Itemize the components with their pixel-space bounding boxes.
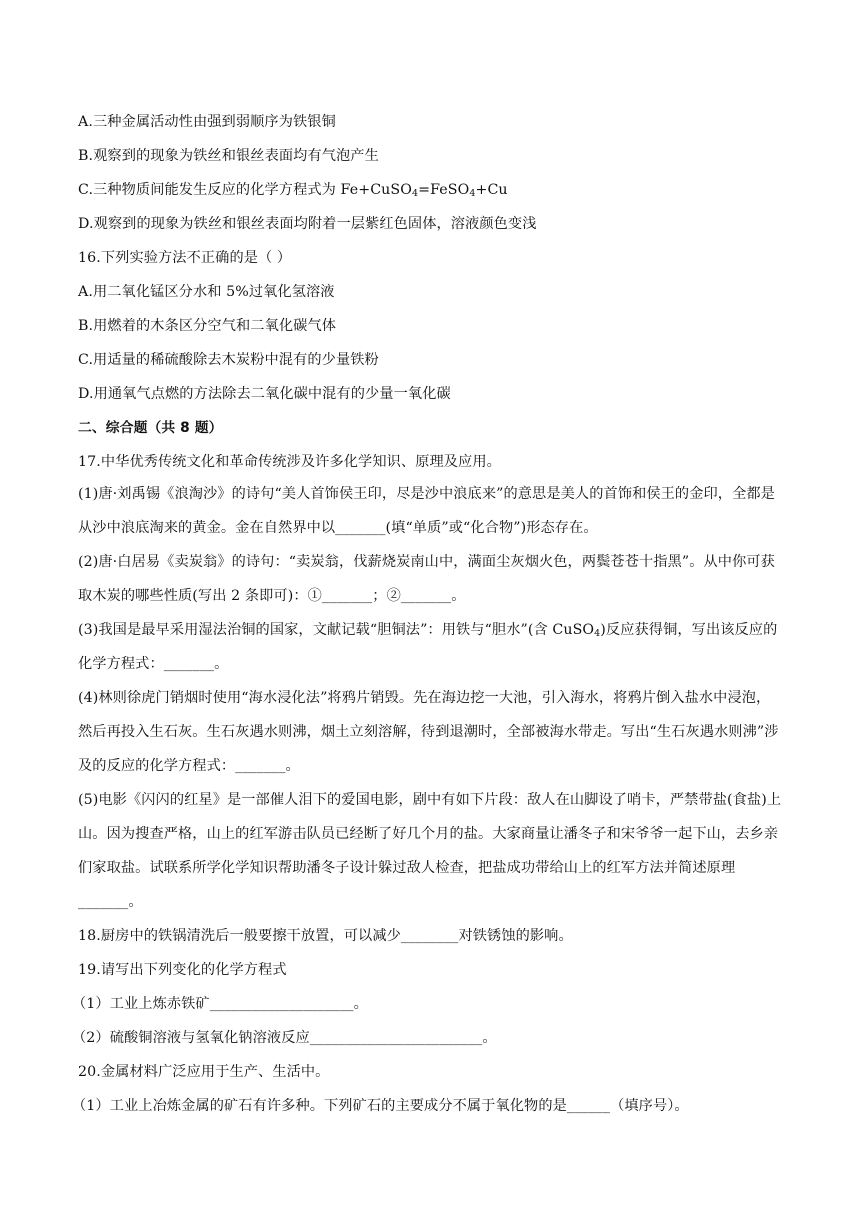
q15-option-c-suffix: +Cu [475, 182, 508, 198]
q15-option-d: D.观察到的现象为铁丝和银丝表面均附着一层紫红色固体，溶液颜色变浅 [78, 216, 537, 232]
q16-option-c: C.用适量的稀硫酸除去木炭粉中混有的少量铁粉 [78, 352, 379, 368]
q18-stem: 18.厨房中的铁锅清洗后一般要擦干放置，可以减少________对铁锈蚀的影响。 [78, 928, 573, 944]
q16-option-a: A.用二氧化锰区分水和 5%过氧化氢溶液 [78, 284, 335, 300]
section-title: 二、综合题（共 8 题） [78, 420, 223, 436]
q15-option-b: B.观察到的现象为铁丝和银丝表面均有气泡产生 [78, 148, 379, 164]
q17-part-5: (5)电影《闪闪的红星》是一部催人泪下的爱国电影，剧中有如下片段：敌人在山脚设了哨卡，严禁带盐(食盐)上山。因为搜查严格，山上的红军游击队员已经断了好几个月的盐。大家商量让潘冬子和宋爷爷一起下山，去乡亲们家取盐。试联系所学化学知识帮助潘冬子设计躲过敌人检查，把盐成功带给山上的红军方法并简述原理_______。 [78, 792, 782, 910]
q15-option-c-sub2: 4 [469, 188, 476, 199]
q17-part-4: (4)林则徐虎门销烟时使用“海水浸化法”将鸦片销毁。先在海边挖一大池，引入海水，将鸦片倒入盐水中浸泡，然后再投入生石灰。生石灰遇水则沸，烟土立刻溶解，待到退潮时，全部被海水带走。写出“生石灰遇水则沸”涉及的反应的化学方程式：_______。 [78, 690, 779, 774]
q15-option-c [78, 180, 784, 200]
q17-part-2: (2)唐·白居易《卖炭翁》的诗句：“卖炭翁，伐薪烧炭南山中，满面尘灰烟火色，两鬓苍苍十指黑”。从中你可获取木炭的哪些性质(写出 2 条即可)：①_______；②_______。 [78, 554, 775, 604]
q15-option-c-prefix: C.三种物质间能发生反应的化学方程式为 Fe+CuSO [78, 182, 412, 198]
q15-option-c-mid: =FeSO [418, 182, 470, 198]
q17-part-3-b: )反应获得铜，写出该反应的化学方程式：_______。 [78, 622, 778, 672]
q19-stem: 19.请写出下列变化的化学方程式 [78, 962, 287, 978]
q16-stem: 16.下列实验方法不正确的是（ ） [78, 250, 292, 266]
q17-stem: 17.中华优秀传统文化和革命传统涉及许多化学知识、原理及应用。 [78, 454, 501, 470]
q17-part-1: (1)唐·刘禹锡《浪淘沙》的诗句“美人首饰侯王印，尽是沙中浪底来”的意思是美人的首饰和侯王的金印，全都是从沙中浪底淘来的黄金。金在自然界中以_______(填“单质”或“化合物”)形态存在。 [78, 486, 775, 536]
q15-option-c-sub1: 4 [411, 188, 419, 199]
q16-option-d: D.用通氧气点燃的方法除去二氧化碳中混有的少量一氧化碳 [78, 386, 451, 402]
q17-part-3-a: (3)我国是最早采用湿法治铜的国家，文献记载“胆铜法”：用铁与“胆水”(含 CuSO [78, 622, 595, 638]
q20-part-1: （1）工业上冶炼金属的矿石有许多种。下列矿石的主要成分不属于氧化物的是______（填序号）。 [72, 1098, 689, 1114]
q17-part-3-sub: 4 [594, 628, 601, 639]
q16-option-b: B.用燃着的木条区分空气和二氧化碳气体 [78, 318, 337, 334]
q19-part-2: （2）硫酸铜溶液与氢氧化钠溶液反应________________________。 [72, 1030, 497, 1046]
q19-part-1: （1）工业上炼赤铁矿____________________。 [72, 996, 368, 1012]
q17-part-3 [78, 613, 784, 681]
q20-stem: 20.金属材料广泛应用于生产、生活中。 [78, 1064, 330, 1080]
q15-option-a: A.三种金属活动性由强到弱顺序为铁银铜 [78, 114, 336, 130]
